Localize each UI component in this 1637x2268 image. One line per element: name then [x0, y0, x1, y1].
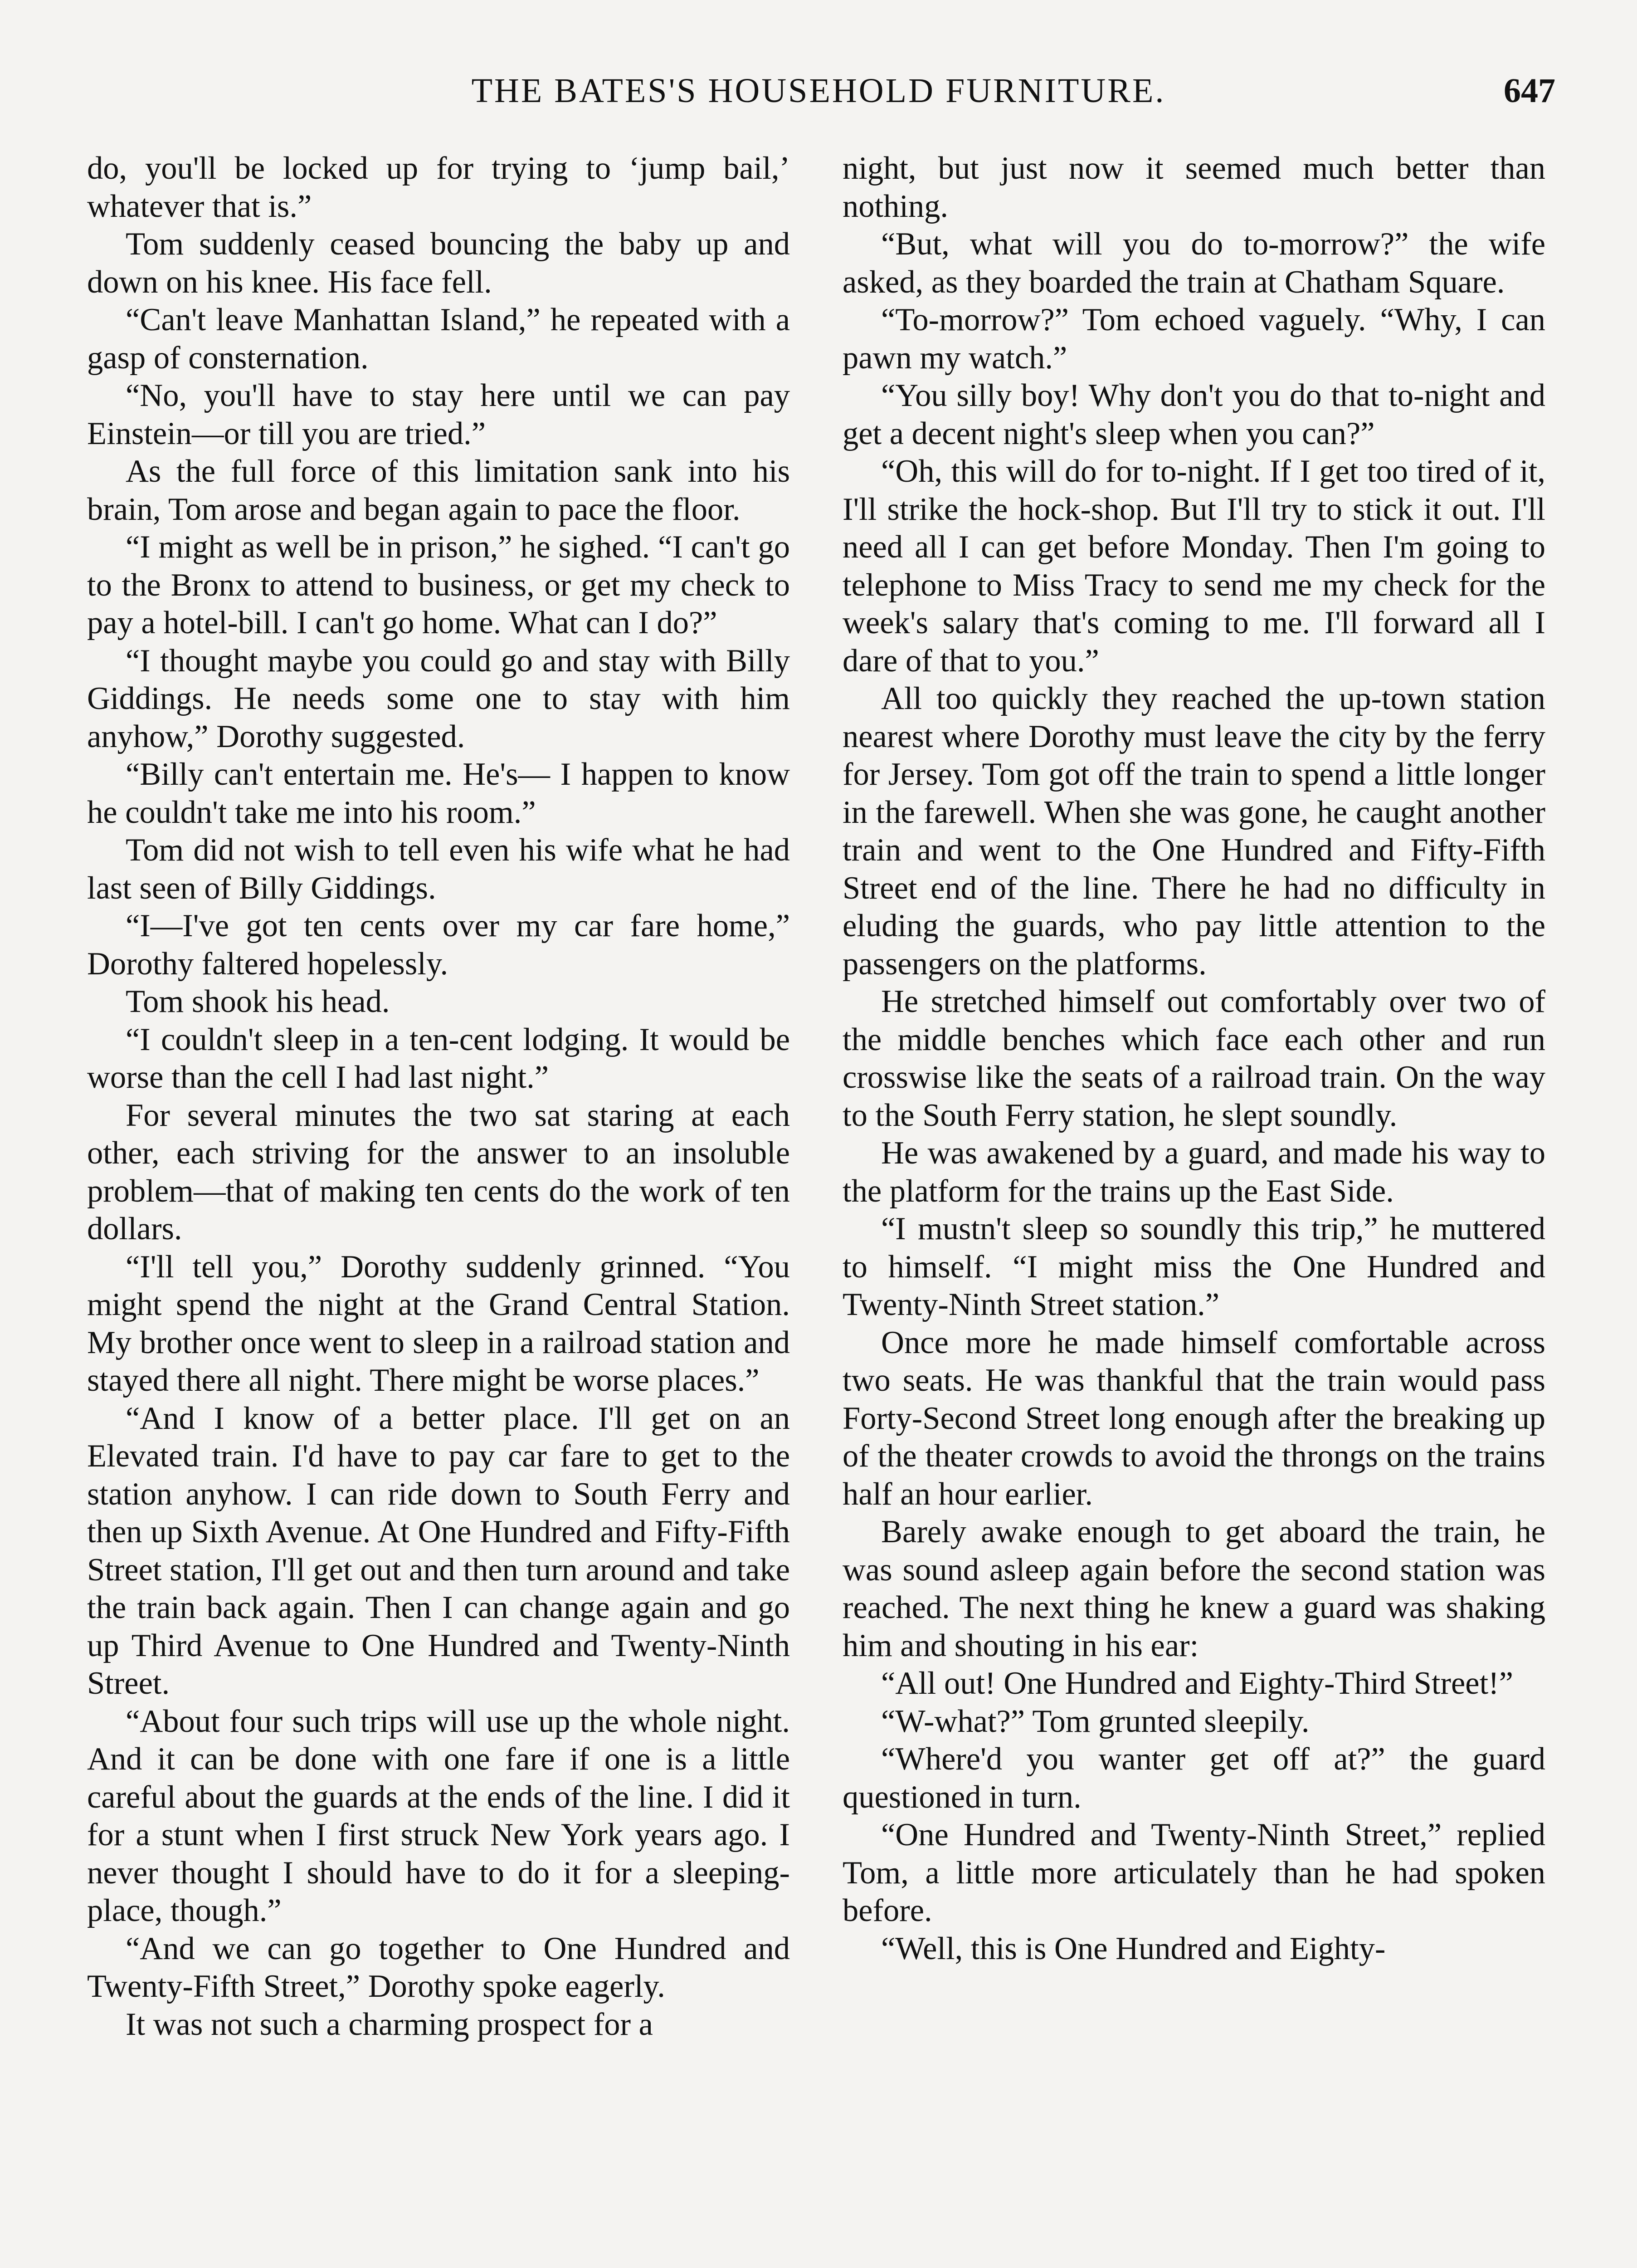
- paragraph: “All out! One Hundred and Eighty-Third Street!”: [881, 1666, 1513, 1701]
- left-column: [87, 150, 790, 2043]
- right-column: [843, 150, 1545, 1968]
- paragraph: All too quickly they reached the up-town station nearest where Dorothy must leave the city by the ferry for Jersey. Tom got off the train to spend a little longer in the farewell. When she was gone, he caught another train and went to the One Hundred and Fifty-Fifth Street end of the line. There he had no difficulty in eluding the guards, who pay little attention to the passengers on the platforms.: [843, 681, 1545, 982]
- paragraph: do, you'll be locked up for trying to ‘jump bail,’ whatever that is.”: [87, 151, 790, 224]
- paragraph: “I mustn't sleep so soundly this trip,” he muttered to himself. “I might miss the One Hundred and Twenty-Ninth Street station.”: [843, 1211, 1545, 1322]
- paragraph: “Can't leave Manhattan Island,” he repeated with a gasp of consternation.: [87, 302, 790, 376]
- paragraph: “I couldn't sleep in a ten-cent lodging. It would be worse than the cell I had last night.”: [87, 1022, 790, 1095]
- paragraph: “About four such trips will use up the whole night. And it can be done with one fare if one is a little careful about the guards at the ends of the line. I did it for a stunt when I first struck New York years ago. I never thought I should have to do it for a sleeping-place, though.”: [87, 1703, 790, 1928]
- page-header: [82, 68, 1555, 122]
- paragraph: “To-morrow?” Tom echoed vaguely. “Why, I can pawn my watch.”: [843, 302, 1545, 376]
- paragraph: It was not such a charming prospect for a: [126, 2006, 653, 2042]
- paragraph: Tom suddenly ceased bouncing the baby up and down on his knee. His face fell.: [87, 226, 790, 300]
- paragraph: He was awakened by a guard, and made his way to the platform for the trains up the East Side.: [843, 1135, 1545, 1209]
- paragraph: He stretched himself out comfortably over two of the middle benches which face each other and run crosswise like the seats of a railroad train. On the way to the South Ferry station, he slept soundly.: [843, 984, 1545, 1133]
- paragraph: “You silly boy! Why don't you do that to-night and get a decent night's sleep when you can?”: [843, 378, 1545, 451]
- paragraph: “I'll tell you,” Dorothy suddenly grinned. “You might spend the night at the Grand Central Station. My brother once went to sleep in a railroad station and stayed there all night. There might be worse places.”: [87, 1249, 790, 1398]
- paragraph: “I—I've got ten cents over my car fare home,” Dorothy faltered hopelessly.: [87, 908, 790, 982]
- paragraph: “Oh, this will do for to-night. If I get too tired of it, I'll strike the hock-shop. But I'll try to stick it out. I'll need all I can get before Monday. Then I'm going to telephone to Miss Tracy to send me my check for the week's salary that's coming to me. I'll forward all I dare of that to you.”: [843, 454, 1545, 679]
- paragraph: “One Hundred and Twenty-Ninth Street,” replied Tom, a little more articulately than he had spoken before.: [843, 1817, 1545, 1928]
- paragraph: Barely awake enough to get aboard the train, he was sound asleep again before the second station was reached. The next thing he knew a guard was shaking him and shouting in his ear:: [843, 1514, 1545, 1663]
- page-number: 647: [1504, 72, 1555, 110]
- paragraph: “And we can go together to One Hundred and Twenty-Fifth Street,” Dorothy spoke eagerly.: [87, 1931, 790, 2004]
- paragraph: Once more he made himself comfortable across two seats. He was thankful that the train would pass Forty-Second Street long enough after the breaking up of the theater crowds to avoid the throngs on the trains half an hour earlier.: [843, 1325, 1545, 1512]
- paragraph: Tom shook his head.: [126, 984, 390, 1019]
- paragraph: “Well, this is One Hundred and Eighty-: [881, 1931, 1386, 1966]
- paragraph: “Billy can't entertain me. He's— I happen to know he couldn't take me into his room.”: [87, 757, 790, 830]
- paragraph: “Where'd you wanter get off at?” the guard questioned in turn.: [843, 1741, 1545, 1815]
- paragraph: “W-what?” Tom grunted sleepily.: [881, 1703, 1310, 1739]
- paragraph: “I might as well be in prison,” he sighed. “I can't go to the Bronx to attend to business, or get my check to pay a hotel-bill. I can't go home. What can I do?”: [87, 529, 790, 640]
- paragraph: “No, you'll have to stay here until we can pay Einstein—or till you are tried.”: [87, 378, 790, 451]
- running-title: THE BATES'S HOUSEHOLD FURNITURE.: [471, 72, 1166, 110]
- paragraph: Tom did not wish to tell even his wife what he had last seen of Billy Giddings.: [87, 832, 790, 906]
- paragraph: “But, what will you do to-morrow?” the wife asked, as they boarded the train at Chatham Square.: [843, 226, 1545, 300]
- paragraph: “And I know of a better place. I'll get on an Elevated train. I'd have to pay car fare to get to the station anyhow. I can ride down to South Ferry and then up Sixth Avenue. At One Hundred and Fifty-Fifth Street station, I'll get out and then turn around and take the train back again. Then I can change again and go up Third Avenue to One Hundred and Twenty-Ninth Street.: [87, 1400, 790, 1701]
- paragraph: For several minutes the two sat staring at each other, each striving for the answer to an insoluble problem—that of making ten cents do the work of ten dollars.: [87, 1097, 790, 1246]
- paragraph: As the full force of this limitation sank into his brain, Tom arose and began again to pace the floor.: [87, 454, 790, 527]
- paragraph: “I thought maybe you could go and stay with Billy Giddings. He needs some one to stay with him anyhow,” Dorothy suggested.: [87, 643, 790, 754]
- paragraph: night, but just now it seemed much better than nothing.: [843, 151, 1545, 224]
